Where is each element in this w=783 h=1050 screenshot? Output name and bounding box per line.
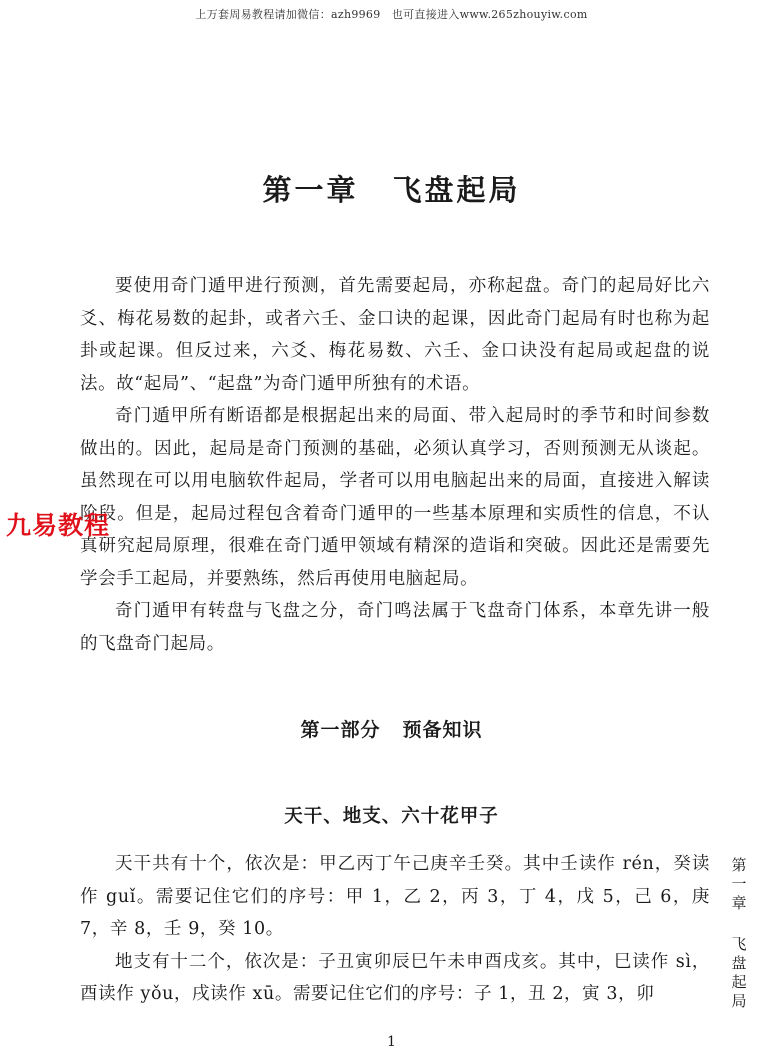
- tiangan-paragraph-2: 地支有十二个，依次是：子丑寅卯辰巳午未申酉戌亥。其中，巳读作 sì，酉读作 yǒu，戌读作 xū。需要记住它们的序号：子 1，丑 2，寅 3，卯: [80, 951, 710, 1004]
- page-number: 1: [387, 1034, 396, 1050]
- chapter-title: [0, 168, 783, 209]
- part-name: 预备知识: [402, 719, 483, 741]
- side-running-head: [728, 856, 750, 1011]
- subsection-title: 天干、地支、六十花甲子: [284, 806, 499, 827]
- chapter-label: 第一章: [262, 173, 359, 207]
- intro-paragraph-2: 奇门遁甲所有断语都是根据起出来的局面、带入起局时的季节和时间参数做出的。因此，起局是奇门预测的基础，必须认真学习，否则预测无从谈起。虽然现在可以用电脑软件起局，学者可以用电脑起出来的局面，直接进入解读阶段。但是，起局过程包含着奇门遁甲的一些基本原理和实质性的信息，不认真研究起局原理，很难在奇门遁甲领域有精深的造诣和突破。因此还是需要先学会手工起局，并要熟练，然后再使用电脑起局。: [80, 406, 710, 589]
- intro-paragraph-3: 奇门遁甲有转盘与飞盘之分，奇门鸣法属于飞盘奇门体系，本章先讲一般的飞盘奇门起局。: [80, 601, 710, 654]
- side-chapter-label: 第 一 章: [731, 856, 747, 912]
- watermark-logo: 九易教程: [6, 511, 111, 540]
- side-chapter-title: 飞 盘 起 局: [731, 935, 747, 1010]
- intro-text: [80, 270, 710, 660]
- tiangan-text: [80, 848, 710, 1011]
- intro-paragraph-1: 要使用奇门遁甲进行预测，首先需要起局，亦称起盘。奇门的起局好比六爻、梅花易数的起卦，或者六壬、金口诀的起课，因此奇门起局有时也称为起卦或起课。但反过来，六爻、梅花易数、六壬、金口诀没有起局或起盘的说法。故“起局”、“起盘”为奇门遁甲所独有的术语。: [80, 276, 710, 394]
- part-title: [0, 715, 783, 742]
- header-note: 上万套周易教程请加微信：azh9969 也可直接进入www.265zhouyiw.com: [195, 8, 588, 21]
- part-label: 第一部分: [300, 719, 381, 741]
- tiangan-paragraph-1: 天干共有十个，依次是：甲乙丙丁午己庚辛壬癸。其中壬读作 rén，癸读作 guǐ。需要记住它们的序号：甲 1，乙 2，丙 3，丁 4，戊 5，己 6，庚 7，辛 8，壬 9，癸 10。: [80, 854, 710, 939]
- chapter-name: 飞盘起局: [392, 173, 521, 207]
